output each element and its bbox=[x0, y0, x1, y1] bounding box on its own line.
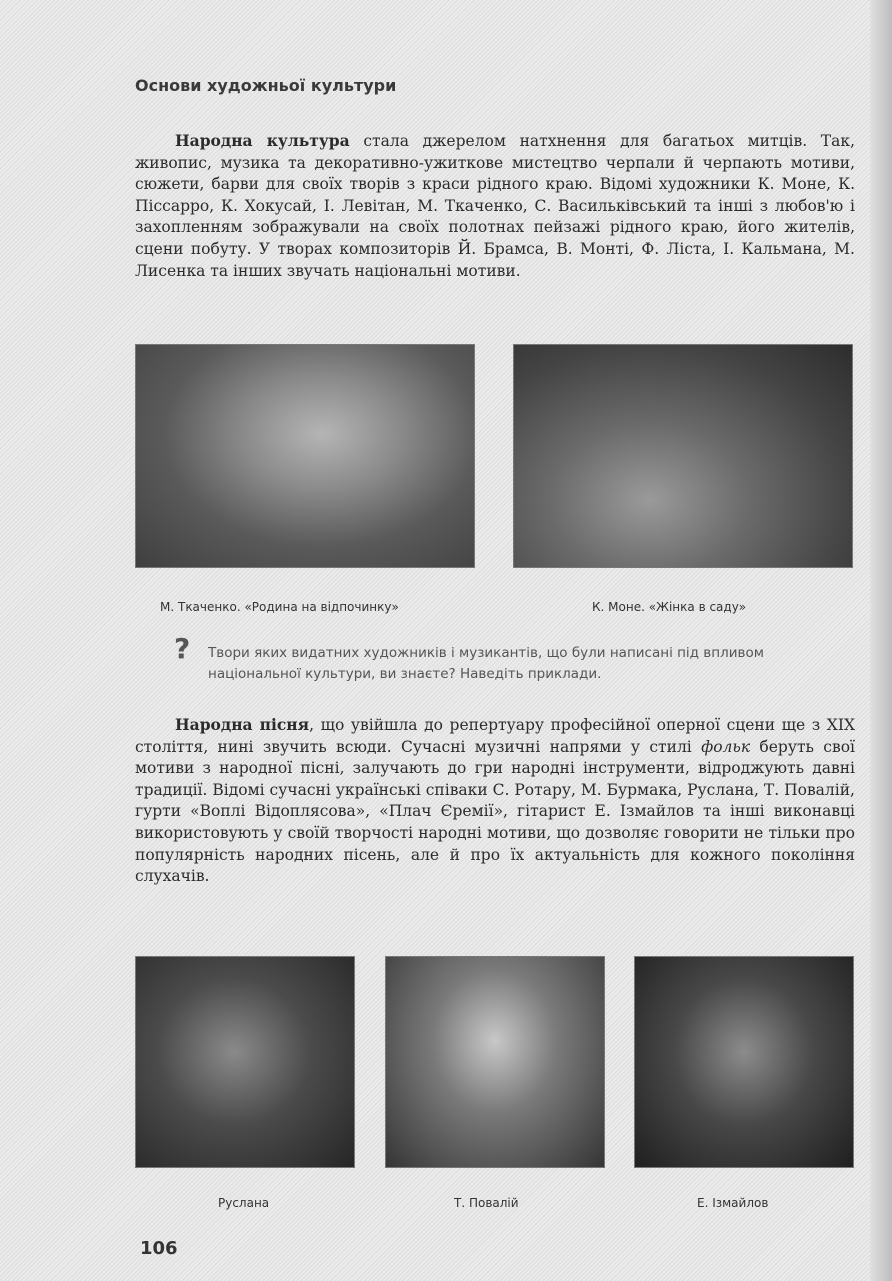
caption-tkachenko: М. Ткаченко. «Родина на відпочинку» bbox=[160, 600, 399, 614]
caption-povaliy: Т. Повалій bbox=[454, 1196, 519, 1210]
paragraph-folk-song-text-a: , що увійшла до репертуару професійної оперної сцени ще з XIX століття, нині звучить всюди. Сучасні музичні напрями у стилі bbox=[135, 716, 855, 756]
page-edge-shadow bbox=[870, 0, 892, 1281]
paragraph-folk-song bbox=[135, 714, 855, 888]
caption-izmailov: Е. Ізмайлов bbox=[697, 1196, 769, 1210]
caption-ruslana: Руслана bbox=[218, 1196, 270, 1210]
caption-monet: К. Моне. «Жінка в саду» bbox=[592, 600, 747, 614]
term-folk-culture: Народна культура bbox=[175, 131, 350, 150]
page-number: 106 bbox=[140, 1238, 178, 1259]
review-question: Твори яких видатних художників і музикантів, що були написані під впливом національної культури, ви знаєте? Наведіть приклади. bbox=[208, 645, 764, 682]
painting-monet-photo bbox=[513, 344, 853, 568]
question-mark-icon: ? bbox=[174, 632, 191, 665]
photo-izmailov bbox=[634, 956, 854, 1168]
photo-ruslana bbox=[135, 956, 355, 1168]
running-header: Основи художньої культури bbox=[135, 76, 397, 95]
term-folk-style: фольк bbox=[701, 737, 751, 756]
paragraph-folk-song-text-b: беруть свої мотиви з народної пісні, залучають до гри народні інструменти, відроджують давні традиції. Відомі сучасні українські співаки С. Ротару, М. Бурмака, Руслана, Т. Повалій, гурти «Воплі Відоплясова», «Плач Єремії», гітарист Е. Ізмайлов та інші виконавці використовують у своїй творчості народні мотиви, що дозволяє говорити не тільки про популярність народних пісень, але й про їх актуальність для кожного покоління слухачів. bbox=[135, 737, 855, 886]
paragraph-folk-culture bbox=[135, 130, 855, 282]
photo-povaliy bbox=[385, 956, 605, 1168]
painting-tkachenko-photo bbox=[135, 344, 475, 568]
paragraph-folk-culture-text: стала джерелом натхнення для багатьох митців. Так, живопис, музика та декоративно-ужиткове мистецтво черпали й черпають мотиви, сюжети, барви для своїх творів з краси рідного краю. Відомі художники К. Моне, К. Піссарро, К. Хокусай, І. Левітан, М. Ткаченко, С. Васильківський та інші з любов'ю і захопленням зображували на своїх полотнах пейзажі рідного краю, його жителів, сцени побуту. У творах композиторів Й. Брамса, В. Монті, Ф. Ліста, І. Кальмана, М. Лисенка та інших звучать національні мотиви. bbox=[135, 132, 856, 280]
term-folk-song: Народна пісня bbox=[175, 715, 310, 734]
